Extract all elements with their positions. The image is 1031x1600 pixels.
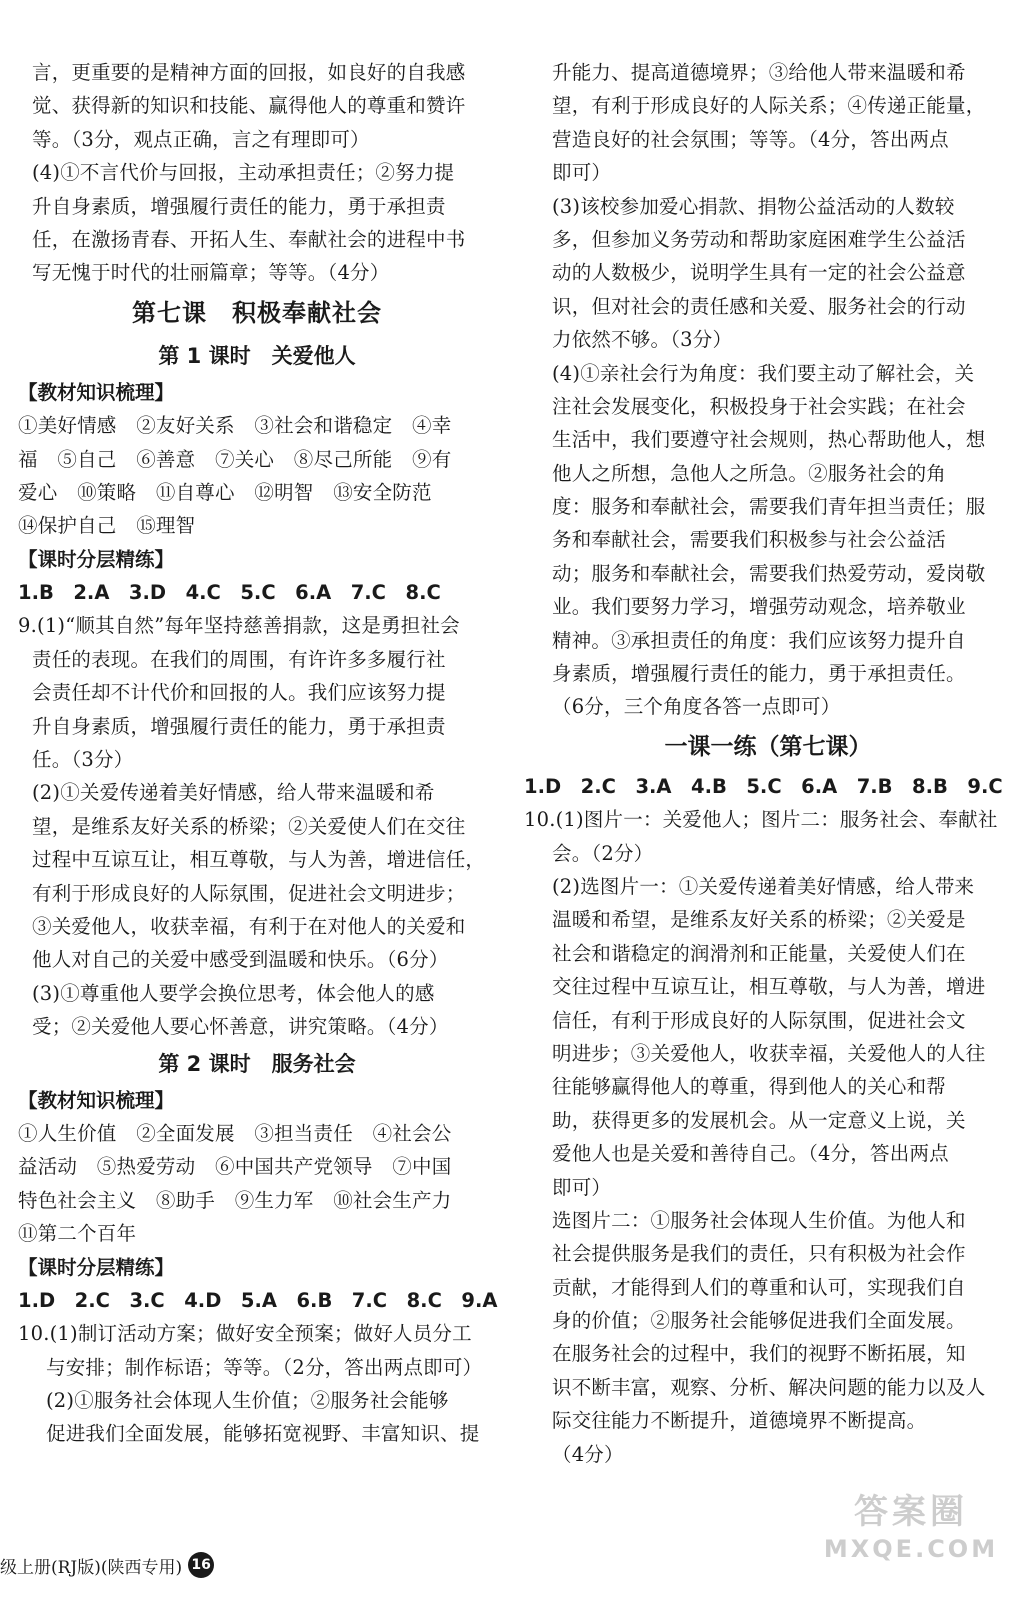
continued-answer [524,56,1012,190]
text-line: ①人生价值 ②全面发展 ③担当责任 ④社会公 [18,1121,452,1145]
period-2-title: 第 2 课时 服务社会 [158,1051,356,1076]
text-line: ①美好情感 ②友好关系 ③社会和谐稳定 ④幸 [18,414,452,438]
text-line: 明进步；③关爱他人，收获幸福，关爱他人的人往 [552,1041,986,1065]
text-line: 等。（3分，观点正确，言之有理即可） [32,127,370,151]
p1-choice-answers: 1.B 2.A 3.D 4.C 5.C 6.A 7.C 8.C [18,581,441,605]
text-line: 温暖和希望，是维系友好关系的桥梁；②关爱是 [552,908,966,932]
review-question-10-first-line: 10.(1)图片一：关爱他人；图片二：服务社会、奉献社 [524,808,998,832]
text-line: (2)①服务社会体现人生价值；②服务社会能够 [46,1389,449,1413]
text-line: 他人对自己的关爱中感受到温暖和快乐。（6分） [32,948,449,972]
p1-knowledge-heading: 【教材知识梳理】 [18,380,175,404]
text-line: （6分，三个角度各答一点即可） [552,695,841,719]
page-footer [0,1548,214,1582]
p1-practice-heading: 【课时分层精练】 [18,547,175,571]
p2-knowledge-list [18,1117,496,1251]
text-line: 营造良好的社会氛围；等等。（4分，答出两点 [552,127,949,151]
text-line: 觉、获得新的知识和技能、赢得他人的尊重和赞许 [32,94,466,118]
text-line: 促进我们全面发展，能够拓宽视野、丰富知识、提 [46,1422,480,1446]
text-line: 任。（3分） [32,748,134,772]
p2-question-10-first-line: 10.(1)制订活动方案；做好安全预案；做好人员分工 [18,1322,472,1346]
text-line: 望，是维系友好关系的桥梁；②关爱使人们在交往 [32,814,466,838]
text-line: 动的人数极少，说明学生具有一定的社会公益意 [552,261,966,285]
text-line: 务和奉献社会，需要我们积极参与社会公益活 [552,528,947,552]
p1-question-9-part-2 [18,776,496,976]
text-line: 与安排；制作标语；等等。（2分，答出两点即可） [46,1355,483,1379]
text-line: 会。（2分） [552,841,654,865]
period-1-title: 第 1 课时 关爱他人 [158,343,356,368]
text-line: 生活中，我们要遵守社会规则，热心帮助他人，想 [552,428,986,452]
p1-question-9-first-line: 9.(1)“顺其自然”每年坚持慈善捐款，这是勇担社会 [18,614,460,638]
text-line: 他人之所想，急他人之所急。②服务社会的角 [552,461,947,485]
text-line: 身的价值；②服务社会能够促进我们全面发展。 [552,1309,966,1333]
text-line: 精神。③承担责任的角度：我们应该努力提升自 [552,628,966,652]
text-line: 多，但参加义务劳动和帮助家庭困难学生公益活 [552,227,966,251]
text-line: 际交往能力不断提升，道德境界不断提高。 [552,1409,927,1433]
text-line: 社会和谐稳定的润滑剂和正能量，关爱使人们在 [552,941,966,965]
text-line: ③关爱他人，收获幸福，有利于在对他人的关爱和 [32,914,466,938]
lesson-title: 第七课 积极奉献社会 [132,298,382,327]
text-line: 贡献，才能得到人们的尊重和认可，实现我们自 [552,1275,966,1299]
intro-question-4 [18,156,496,290]
text-line: 写无愧于时代的壮丽篇章；等等。（4分） [32,261,390,285]
text-line: (4)①亲社会行为角度：我们要主动了解社会，关 [552,361,975,385]
text-line: 责任的表现。在我们的周围，有许许多多履行社 [32,647,446,671]
text-line: 任，在激扬青春、开拓人生、奉献社会的进程中书 [32,227,466,251]
text-line: 选图片二：①服务社会体现人生价值。为他人和 [552,1208,966,1232]
text-line: 即可） [552,161,612,185]
question-3-answer [524,190,1012,357]
text-line: 信任，有利于形成良好的人际氛围，促进社会文 [552,1008,966,1032]
text-line: 力依然不够。（3分） [552,328,733,352]
p2-choice-answers: 1.D 2.C 3.C 4.D 5.A 6.B 7.C 8.C 9.A [18,1288,498,1312]
text-line: 益活动 ⑤热爱劳动 ⑥中国共产党领导 ⑦中国 [18,1155,452,1179]
text-line: 过程中互谅互让，相互尊敬，与人为善，增进信任， [32,848,486,872]
text-line: 社会提供服务是我们的责任，只有积极为社会作 [552,1242,966,1266]
text-line: (3)①尊重他人要学会换位思考，体会他人的感 [32,981,435,1005]
text-line: 言，更重要的是精神方面的回报，如良好的自我感 [32,61,466,84]
text-line: 动；服务和奉献社会，需要我们热爱劳动，爱岗敬 [552,561,986,585]
review-choice-answers: 1.D 2.C 3.A 4.B 5.C 6.A 7.B 8.B 9.C [524,774,1003,798]
text-line: 交往过程中互谅互让，相互尊敬，与人为善，增进 [552,975,986,999]
text-line: (4)①不言代价与回报，主动承担责任；②努力提 [32,161,455,185]
text-line: (3)该校参加爱心捐款、捐物公益活动的人数较 [552,194,955,218]
text-line: 识，但对社会的责任感和关爱、服务社会的行动 [552,294,966,318]
text-line: 往能够赢得他人的尊重，得到他人的关心和帮 [552,1075,947,1099]
p1-question-9-part-1 [18,643,496,777]
watermark-text: 答案圈 [854,1492,968,1532]
text-line: 度：服务和奉献社会，需要我们青年担当责任；服 [552,495,986,519]
left-column [18,56,496,1451]
text-line: 特色社会主义 ⑧助手 ⑨生力军 ⑩社会生产力 [18,1188,452,1212]
text-line: 福 ⑤自己 ⑥善意 ⑦关心 ⑧尽己所能 ⑨有 [18,447,452,471]
text-line: 即可） [552,1175,612,1199]
p2-question-10-rest [18,1351,496,1451]
p1-question-9-part-3 [18,977,496,1044]
text-line: 业。我们要努力学习，增强劳动观念，培养敬业 [552,595,966,619]
review-title: 一课一练（第七课） [664,733,872,760]
right-column [524,56,1012,1471]
text-line: 识不断丰富，观察、分析、解决问题的能力以及人 [552,1375,986,1399]
p2-practice-heading: 【课时分层精练】 [18,1255,175,1279]
text-line: ⑭保护自己 ⑮理智 [18,514,196,538]
text-line: 升自身素质，增强履行责任的能力，勇于承担责 [32,194,446,218]
text-line: 升能力、提高道德境界；③给他人带来温暖和希 [552,61,966,84]
text-line: (2)①关爱传递着美好情感，给人带来温暖和希 [32,781,435,805]
text-line: 升自身素质，增强履行责任的能力，勇于承担责 [32,714,446,738]
text-line: 在服务社会的过程中，我们的视野不断拓展，知 [552,1342,966,1366]
text-line: 爱心 ⑩策略 ⑪自尊心 ⑫明智 ⑬安全防范 [18,480,432,504]
p1-knowledge-list [18,409,496,543]
text-line: 助，获得更多的发展机会。从一定意义上说，关 [552,1108,966,1132]
review-question-10-rest [524,837,1012,1471]
text-line: 注社会发展变化，积极投身于社会实践；在社会 [552,394,966,418]
text-line: 身素质，增强履行责任的能力，勇于承担责任。 [552,662,966,686]
page-number: 16 [188,1552,214,1578]
intro-continuation [18,56,496,156]
text-line: (2)选图片一：①关爱传递着美好情感，给人带来 [552,874,975,898]
question-4-answer [524,357,1012,724]
p2-knowledge-heading: 【教材知识梳理】 [18,1088,175,1112]
text-line: 受；②关爱他人要心怀善意，讲究策略。（4分） [32,1015,449,1039]
text-line: 爱他人也是关爱和善待自己。（4分，答出两点 [552,1142,949,1166]
watermark-url: MXQE.COM [823,1535,999,1563]
text-line: ⑪第二个百年 [18,1222,137,1246]
text-line: （4分） [552,1442,624,1466]
text-line: 会责任却不计代价和回报的人。我们应该努力提 [32,681,446,705]
edition-label: 级上册(RJ版)(陕西专用) [0,1557,183,1578]
text-line: 望，有利于形成良好的人际关系；④传递正能量， [552,94,986,118]
watermark-logo [811,1490,1011,1580]
text-line: 有利于形成良好的人际氛围，促进社会文明进步； [32,881,466,905]
